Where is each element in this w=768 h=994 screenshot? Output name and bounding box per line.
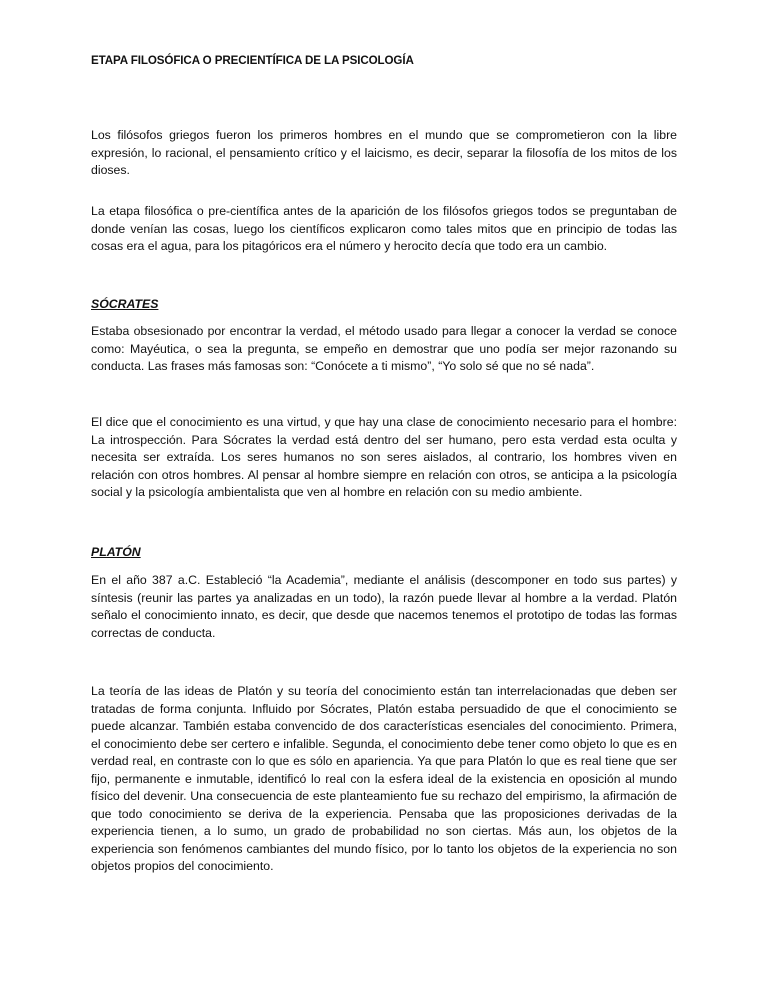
document-title: ETAPA FILOSÓFICA O PRECIENTÍFICA DE LA PSICOLOGÍA bbox=[91, 54, 414, 67]
platon-paragraph-2: La teoría de las ideas de Platón y su teoría del conocimiento están tan interrelacionadas que deben ser tratadas de forma conjunta. Influido por Sócrates, Platón estaba persuadido de que el conocimiento se puede alcanzar. También estaba convencido de dos características esenciales del conocimiento. Primera, el conocimiento debe ser certero e infalible. Segunda, el conocimiento debe tener como objeto lo que es en verdad real, en contraste con lo que es sólo en apariencia. Ya que para Platón lo que es real tiene que ser fijo, permanente e inmutable, identificó lo real con la esfera ideal de la existencia en oposición al mundo físico del devenir. Una consecuencia de este planteamiento fue su rechazo del empirismo, la afirmación de que todo conocimiento se deriva de la experiencia. Pensaba que las proposiciones derivadas de la experiencia tienen, a lo sumo, un grado de probabilidad no son ciertas. Más aun, los objetos de la experiencia son fenómenos cambiantes del mundo físico, por lo tanto los objetos de la experiencia no son objetos propios del conocimiento. bbox=[91, 684, 677, 873]
intro-paragraph-1: Los filósofos griegos fueron los primeros hombres en el mundo que se comprometieron con la libre expresión, lo racional, el pensamiento crítico y el laicismo, es decir, separar la filosofía de los mitos de los dioses. bbox=[91, 128, 677, 177]
socrates-paragraph-1: Estaba obsesionado por encontrar la verdad, el método usado para llegar a conocer la verdad se conoce como: Mayéutica, o sea la pregunta, se empeño en demostrar que uno podía ser mejor razonando su conducta. Las frases más famosas son: “Conócete a ti mismo”, “Yo solo sé que no sé nada”. bbox=[91, 324, 677, 373]
section-heading-socrates: SÓCRATES bbox=[91, 297, 159, 311]
intro-paragraph-2: La etapa filosófica o pre-científica antes de la aparición de los filósofos griegos todos se preguntaban de donde venían las cosas, luego los científicos explicaron como tales mitos que en principio de todas las cosas era el agua, para los pitagóricos era el número y herocito decía que todo era un cambio. bbox=[91, 204, 677, 253]
section-heading-platon: PLATÓN bbox=[91, 545, 141, 559]
socrates-paragraph-2: El dice que el conocimiento es una virtud, y que hay una clase de conocimiento necesario para el hombre: La introspección. Para Sócrates la verdad está dentro del ser humano, pero esta verdad esta oculta y necesita ser extraída. Los seres humanos no son seres aislados, al contrario, los hombres viven en relación con otros hombres. Al pensar al hombre siempre en relación con otros, se anticipa a la psicología social y la psicología ambientalista que ven al hombre en relación con su medio ambiente. bbox=[91, 415, 677, 499]
platon-paragraph-1: En el año 387 a.C. Estableció “la Academia”, mediante el análisis (descomponer en todo sus partes) y síntesis (reunir las partes ya analizadas en un todo), la razón puede llevar al hombre a la verdad. Platón señalo el conocimiento innato, es decir, que desde que nacemos tenemos el prototipo de todas las formas correctas de conducta. bbox=[91, 573, 677, 640]
